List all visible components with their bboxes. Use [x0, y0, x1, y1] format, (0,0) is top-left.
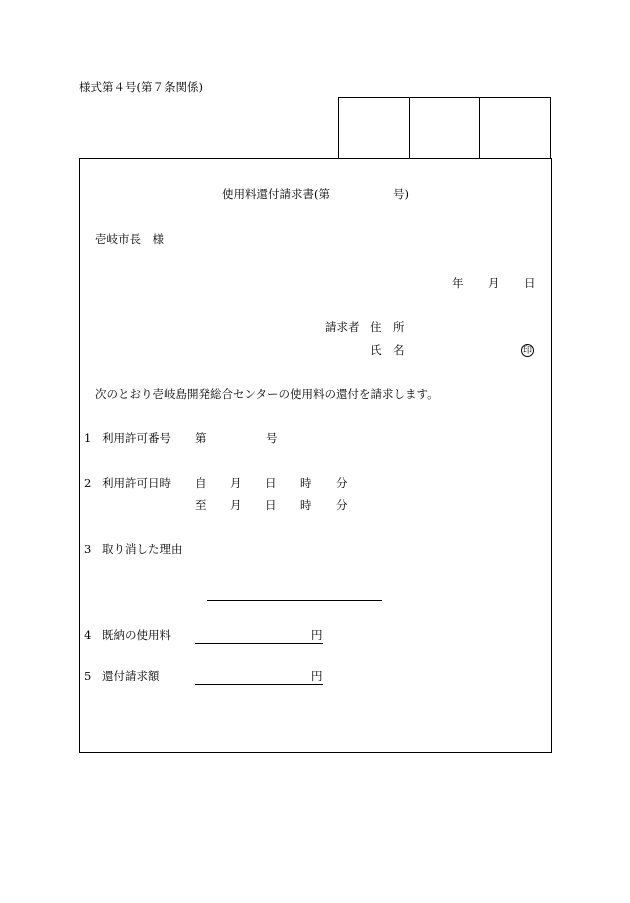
from-hour: 時 — [300, 476, 312, 490]
paid-fee-label: 既納の使用料 — [102, 628, 171, 642]
stamp-box — [480, 98, 550, 158]
stamp-box — [339, 98, 410, 158]
to-month: 月 — [230, 498, 242, 512]
requester-label: 請求者 — [325, 320, 360, 334]
name-label: 氏 名 — [370, 343, 405, 357]
refund-amount-label: 還付請求額 — [102, 669, 160, 683]
item-number: 3 — [84, 542, 92, 556]
permit-number-suffix: 号 — [266, 431, 278, 445]
date-year-label: 年 — [452, 276, 464, 290]
from-month: 月 — [230, 476, 242, 490]
to-day: 日 — [265, 498, 277, 512]
reason-underline — [207, 600, 382, 601]
title-prefix: 使用料還付請求書(第 — [222, 187, 330, 201]
paid-fee-unit: 円 — [311, 628, 323, 642]
approval-stamp-boxes — [338, 97, 551, 158]
date-day-label: 日 — [524, 276, 536, 290]
seal-mark: 印 — [522, 346, 532, 356]
permit-datetime-label: 利用許可日時 — [102, 476, 171, 490]
from-label: 自 — [195, 476, 207, 490]
item-number: 4 — [84, 628, 92, 642]
stamp-box — [410, 98, 481, 158]
from-minute: 分 — [336, 476, 348, 490]
to-label: 至 — [195, 498, 207, 512]
form-number: 様式第４号(第７条関係) — [79, 80, 203, 94]
date-month-label: 月 — [488, 276, 500, 290]
permit-number-label: 利用許可番号 — [102, 431, 171, 445]
body-text: 次のとおり壱岐島開発総合センターの使用料の還付を請求します。 — [95, 387, 439, 401]
form-frame — [79, 158, 552, 753]
permit-number-prefix: 第 — [195, 431, 207, 445]
title-suffix: 号) — [393, 187, 409, 201]
refund-amount-unit: 円 — [311, 669, 323, 683]
paid-fee-underline — [195, 643, 323, 644]
to-minute: 分 — [336, 498, 348, 512]
addressee: 壱岐市長 様 — [95, 232, 164, 246]
address-label: 住 所 — [370, 320, 405, 334]
from-day: 日 — [265, 476, 277, 490]
item-number: 5 — [84, 669, 92, 683]
refund-amount-underline — [195, 684, 323, 685]
reason-label: 取り消した理由 — [102, 542, 183, 556]
to-hour: 時 — [300, 498, 312, 512]
item-number: 2 — [84, 476, 92, 490]
item-number: 1 — [84, 431, 92, 445]
